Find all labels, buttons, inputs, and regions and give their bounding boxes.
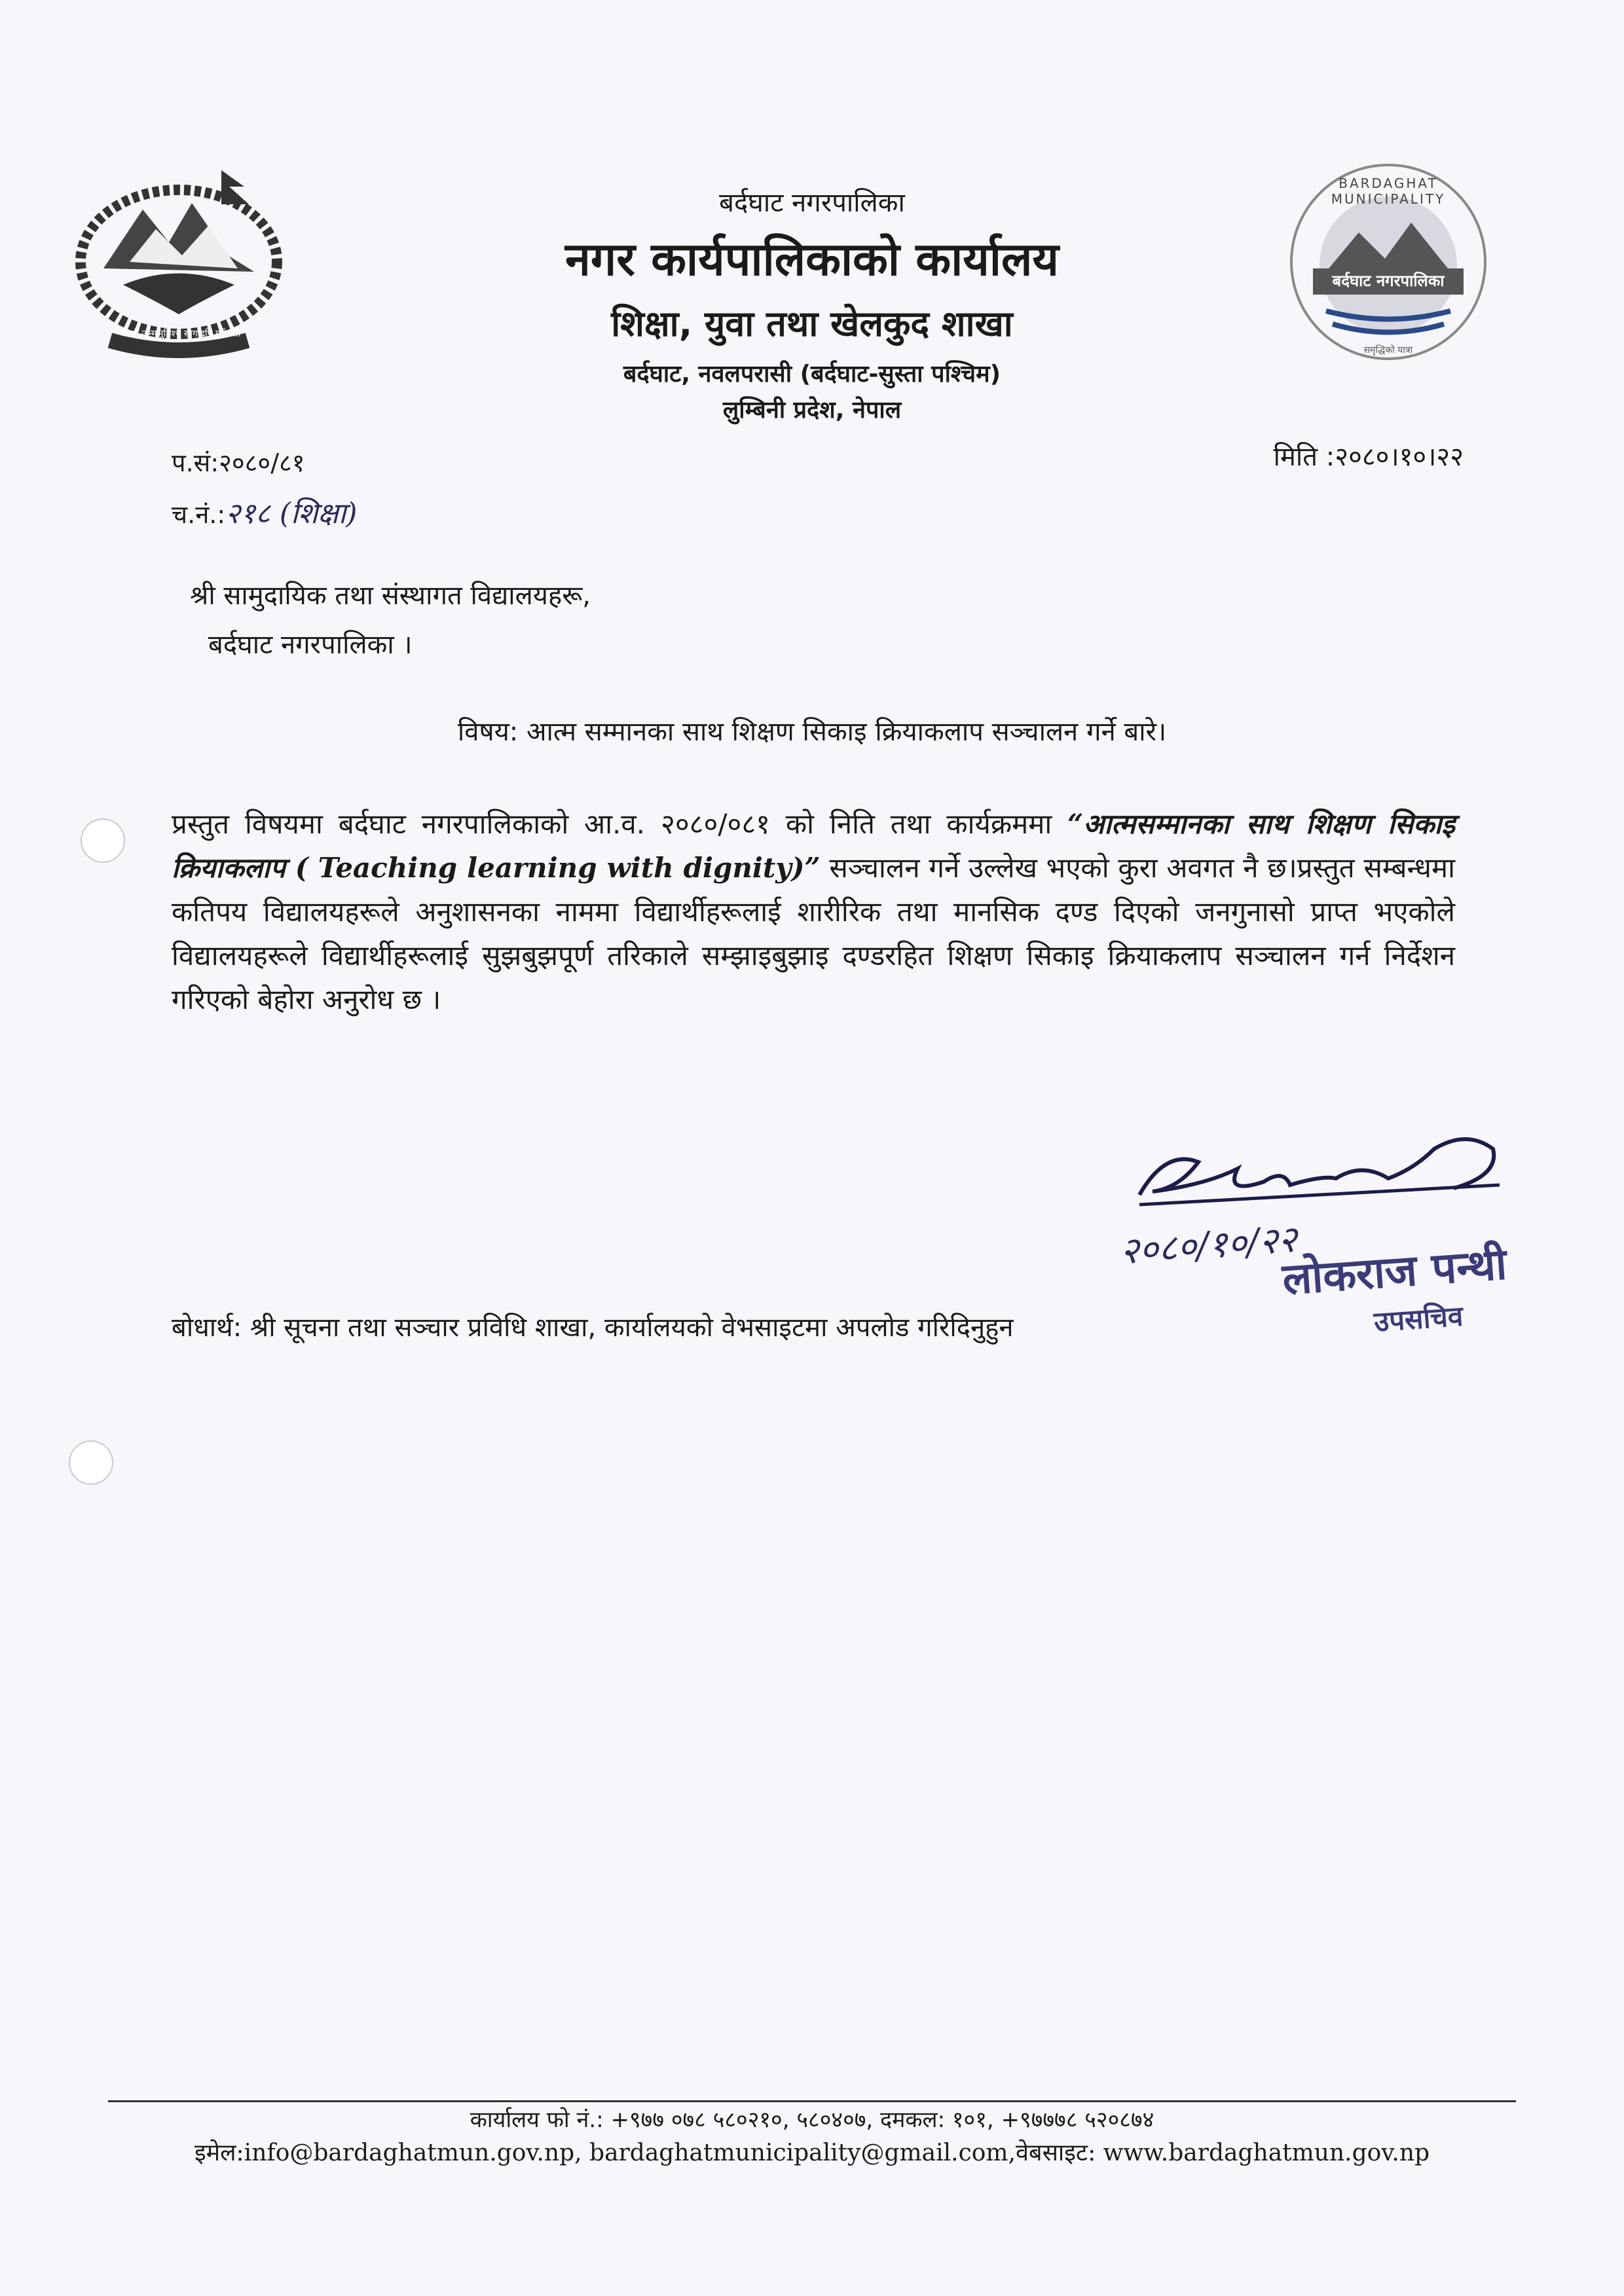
letter-number: प.सं:२०८०/८१ (172, 448, 305, 477)
dispatch-number (172, 492, 357, 532)
dispatch-number-handwritten: २१८ (शिक्षा) (225, 497, 358, 530)
signature-image (1126, 1123, 1506, 1221)
municipality-logo-band-text: बर्दघाट नगरपालिका (1332, 272, 1445, 290)
subject-line: विषय: आत्म सम्मानका साथ शिक्षण सिकाइ क्रियाकलाप सञ्चालन गर्ने बारे। (457, 717, 1167, 747)
letter-body (172, 802, 1455, 1021)
municipality-logo-arc-text: BARDAGHAT MUNICIPALITY (1331, 175, 1446, 207)
body-text-part2: सञ्चालन गर्ने उल्लेख भएको कुरा अवगत नै छ।प्रस्तुत सम्बन्धमा कतिपय विद्यालयहरूले अनुशासनका नाममा विद्यार्थीहरूलाई शारीरिक तथा मानसिक दण्ड दिएको जनगुनासो प्राप्त भएकोले विद्यालयहरूले विद्यार्थीहरूलाई सुझबुझपूर्ण तरिकाले सम्झाइबुझाइ दण्डरहित शिक्षण सिकाइ क्रियाकलाप सञ्चालन गर्न निर्देशन गरिएको बेहोरा अनुरोध छ । (172, 852, 1455, 1015)
address-line-1: बर्दघाट, नवलपरासी (बर्दघाट-सुस्ता पश्चिम) (623, 361, 1001, 388)
section-title: शिक्षा, युवा तथा खेलकुद शाखा (611, 303, 1013, 344)
municipality-logo-slogan: समृद्धिको यात्रा (1363, 345, 1413, 355)
stamp-officer-name: लोकराज पन्थी (1280, 1239, 1509, 1305)
municipality-name: बर्दघाट नगरपालिका (719, 188, 905, 218)
footer-contact-phones: कार्यालय फो नं.: +९७७ ०७८ ५८०२१०, ५८०४०७, दमकल: १०१, +९७७७८ ५२०८७४ (470, 2107, 1154, 2133)
letter-date: मिति :२०८०।१०।२२ (1273, 442, 1464, 472)
address-line-2: लुम्बिनी प्रदेश, नेपाल (722, 397, 902, 424)
signature-date: २०८०/१०/२२ (1118, 1218, 1299, 1273)
footer-divider (108, 2100, 1516, 2102)
recipient-line-2: बर्दघाट नगरपालिका । (208, 630, 413, 660)
punch-hole-top (81, 818, 125, 863)
cc-line: बोधार्थ: श्री सूचना तथा सञ्चार प्रविधि शाखा, कार्यालयको वेभसाइटमा अपलोड गरिदिनुहुन (172, 1313, 1014, 1343)
emblem-motto: जननी जन्मभूमिश्च स्वर्गादपि गरीयसी (119, 329, 241, 339)
office-title: नगर कार्यपालिकाको कार्यालय (564, 232, 1060, 286)
body-emphasis: “आत्मसम्मानका साथ शिक्षण सिकाइ क्रियाकलाप ( Teaching learning with dignity)” (172, 808, 1455, 884)
punch-hole-bottom (69, 1440, 113, 1485)
body-paragraph (172, 802, 1455, 1021)
recipient-line-1: श्री सामुदायिक तथा संस्थागत विद्यालयहरू, (190, 581, 591, 611)
dispatch-number-label: च.नं.: (172, 500, 226, 529)
footer-contact-web: इमेल:info@bardaghatmun.gov.np, bardaghatmunicipality@gmail.com,वेबसाइट: www.bardaghatmun.gov.np (194, 2140, 1430, 2166)
stamp-officer-title: उपसचिव (1373, 1300, 1464, 1338)
body-text-part1: प्रस्तुत विषयमा बर्दघाट नगरपालिकाको आ.व. २०८०/०८१ को निति तथा कार्यक्रममा (172, 808, 1052, 840)
